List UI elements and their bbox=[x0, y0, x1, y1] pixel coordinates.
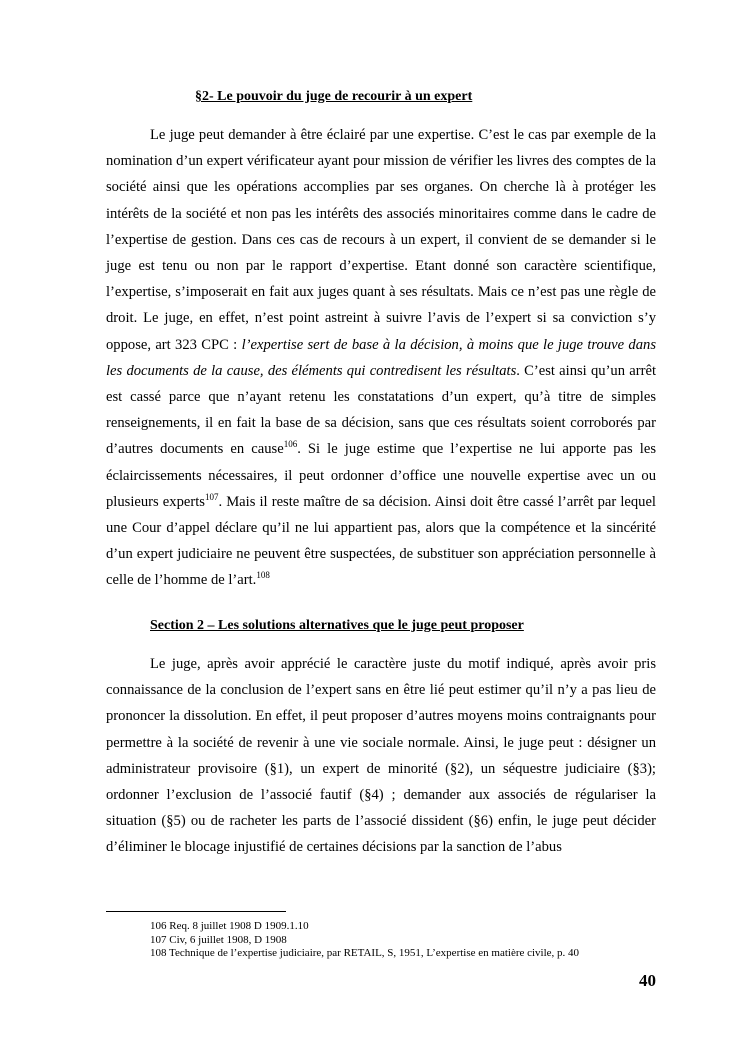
footnote-108: 108 Technique de l’expertise judiciaire, par RETAIL, S, 1951, L’expertise en matière civile, p. 40 bbox=[150, 947, 580, 959]
footnote-separator bbox=[106, 911, 286, 912]
paragraph-text: . C’est ainsi qu’un arrêt est cassé parce que n’ayant retenu les constatations d’un expert, qu’à titre de simples renseignements, il en fait la base de sa décision, sans que ces résultats soient corroborés par d’autres documents en cause bbox=[106, 362, 656, 458]
footnote-107: 107 Civ, 6 juillet 1908, D 1908 bbox=[150, 933, 287, 946]
footnote-106: 106 Req. 8 juillet 1908 D 1909.1.10 bbox=[150, 920, 309, 932]
section-2-paragraph: Le juge, après avoir apprécié le caractère juste du motif indiqué, après avoir pris connaissance de la conclusion de l’expert sans en être lié peut estimer qu’il n’y a pas lieu de prononcer la dissolution. En effet, il peut proposer d’autres moyens moins contraignants pour permettre à la société de revenir à une vie sociale normale. Ainsi, le juge peut : désigner un administrateur provisoire (§1), un expert de minorité (§2), un séquestre judiciaire (§3); ordonner l’exclusion de l’associé fautif (§4) ; demander aux associés de régulariser la situation (§5) ou de racheter les parts de l’associé dissident (§6) enfin, le juge peut décider d’éliminer le blocage injustifié de certaines décisions par la sanction de l’abus bbox=[106, 656, 656, 856]
section-1-paragraph bbox=[106, 122, 656, 594]
footnote-ref-108[interactable]: 108 bbox=[256, 570, 270, 581]
paragraph-text: . Si le juge estime que l’expertise ne lui apporte pas les éclaircissements nécessaires, il peut ordonner d’office une nouvelle expertise avec un ou plusieurs experts bbox=[106, 441, 656, 510]
paragraph-text: . Mais il reste maître de sa décision. Ainsi doit être cassé l’arrêt par lequel une Cour d’appel déclare qu’il ne lui appartient pas, alors que la compétence et la sincérité d’un expert judiciaire ne peuvent être suspectées, de substituer son appréciation personnelle à celle de l’homme de l’art. bbox=[106, 493, 656, 589]
article-323-quote: l’expertise sert de base à la décision, à moins que le juge trouve dans les documents de la cause, des éléments qui contredisent les résultats bbox=[106, 336, 657, 379]
footnote-ref-107[interactable]: 107 bbox=[204, 491, 219, 502]
footnotes bbox=[150, 920, 670, 961]
page-number: 40 bbox=[639, 971, 656, 990]
paragraph-text: Le juge peut demander à être éclairé par une expertise. C’est le cas par exemple de la nomination d’un expert vérificateur ayant pour mission de vérifier les livres des comptes de la société ainsi que les opérations accomplies par ses organes. On cherche là à protéger les intérêts de la société et non pas les intérêts des associés minoritaires comme dans le cadre de l’expertise de gestion. Dans ces cas de recours à un expert, il convient de se demander si le juge est tenu ou non par le rapport d’expertise. Etant donné son caractère scientifique, l’expertise, s’imposerait en fait aux juges quant à ses résultats. Mais ce n’est pas une règle de droit. Le juge, en effet, n’est point astreint à suivre l’avis de l’expert si sa conviction s’y oppose, art 323 CPC : bbox=[106, 127, 656, 353]
footnote-ref-106[interactable]: 106 bbox=[283, 439, 298, 450]
section-1-heading: §2- Le pouvoir du juge de recourir à un expert bbox=[195, 89, 473, 104]
section-2-heading: Section 2 – Les solutions alternatives que le juge peut proposer bbox=[150, 618, 524, 633]
